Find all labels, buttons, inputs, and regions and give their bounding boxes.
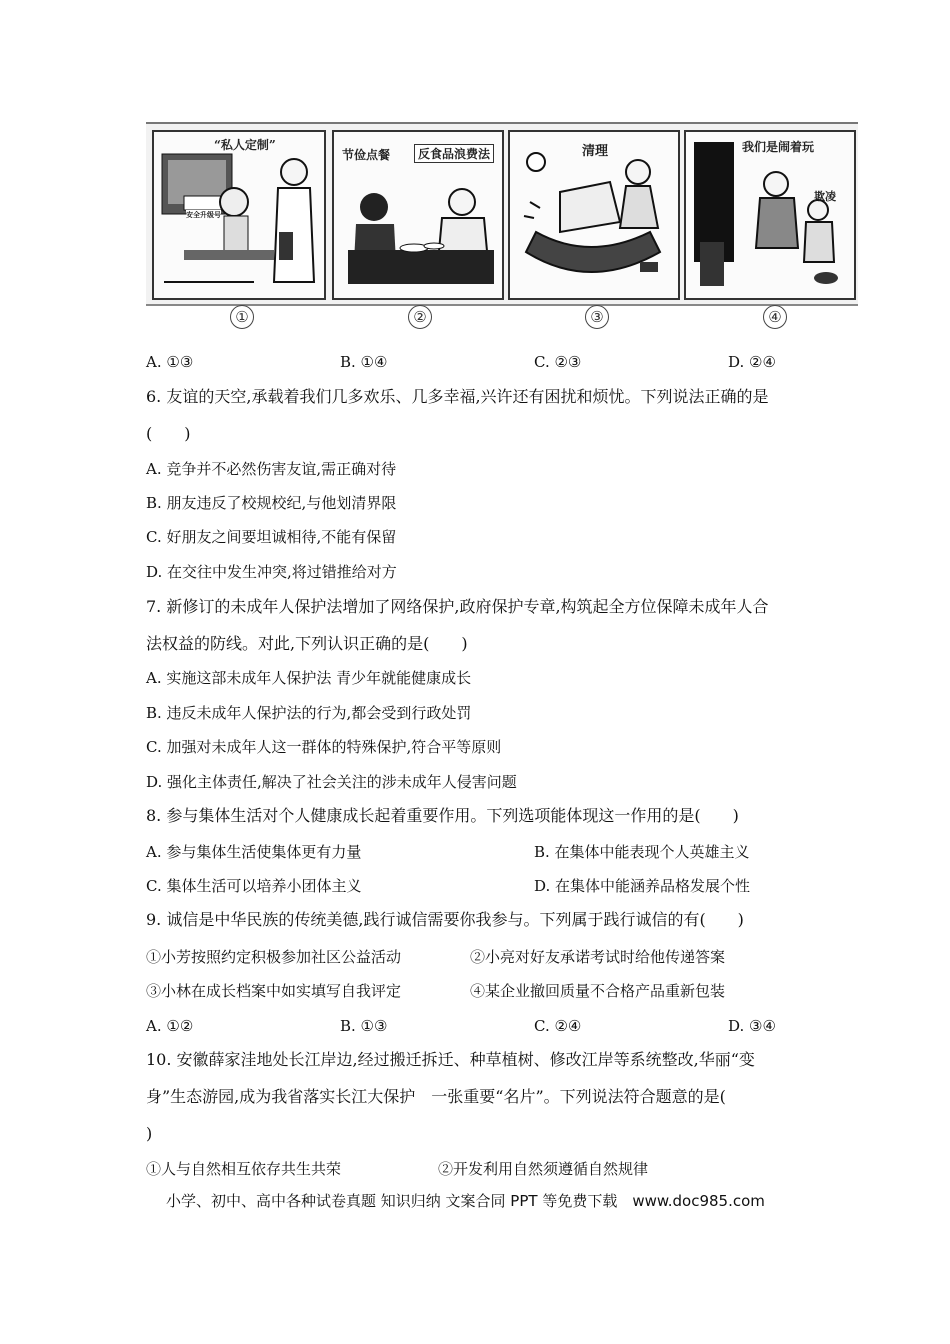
q6-stem-cont: ( ) <box>146 424 191 443</box>
q7-stem: 7. 新修订的未成年人保护法增加了网络保护,政府保护专章,构筑起全方位保障未成年人合 <box>146 597 769 616</box>
panel-2-sign: 反食品浪费法 <box>414 144 494 163</box>
q10-item-1: ①人与自然相互依存共生共荣 <box>146 1160 342 1178</box>
q6-option-c: C. 好朋友之间要坦诚相待,不能有保留 <box>146 528 397 546</box>
cartoon-panel-2 <box>332 130 504 300</box>
panel-1-title: “私人定制” <box>214 138 276 152</box>
panel-2-title: 节俭点餐 <box>342 148 391 162</box>
q7-option-c: C. 加强对未成年人这一群体的特殊保护,符合平等原则 <box>146 738 502 756</box>
q8-option-a: A. 参与集体生活使集体更有力量 <box>146 843 362 861</box>
q7-option-b: B. 违反未成年人保护法的行为,都会受到行政处罚 <box>146 704 472 722</box>
cartoon-panel-4 <box>684 130 856 300</box>
q9-item-1: ①小芳按照约定积极参加社区公益活动 <box>146 948 402 966</box>
q5-option-d: D. ②④ <box>728 353 776 371</box>
q9-option-a: A. ①② <box>146 1017 194 1035</box>
q7-option-a: A. 实施这部未成年人保护法 青少年就能健康成长 <box>146 669 472 687</box>
panel-4-title: 我们是闹着玩 <box>742 140 815 154</box>
q7-stem-cont: 法权益的防线。对此,下列认识正确的是( ) <box>146 634 468 653</box>
q9-option-b: B. ①③ <box>340 1017 388 1035</box>
cartoon-drawing-4 <box>686 132 854 298</box>
q9-item-3: ③小林在成长档案中如实填写自我评定 <box>146 982 402 1000</box>
cartoon-panel-1 <box>152 130 326 300</box>
q6-stem: 6. 友谊的天空,承载着我们几多欢乐、几多幸福,兴许还有困扰和烦忧。下列说法正确的是 <box>146 387 769 406</box>
q6-option-a: A. 竞争并不必然伤害友谊,需正确对待 <box>146 460 397 478</box>
q9-item-4: ④某企业撤回质量不合格产品重新包装 <box>470 982 726 1000</box>
q10-stem: 10. 安徽薛家洼地处长江岸边,经过搬迁拆迁、种草植树、修改江岸等系统整改,华丽“变 <box>146 1050 755 1069</box>
panel-1-sign: 安全升级号 <box>186 210 221 219</box>
panel-3-title: 清理 <box>582 144 609 159</box>
q8-option-b: B. 在集体中能表现个人英雄主义 <box>534 843 750 861</box>
q9-option-c: C. ②④ <box>534 1017 582 1035</box>
panel-number-4: ④ <box>763 305 787 329</box>
q10-stem-cont: 身”生态游园,成为我省落实长江大保护 一张重要“名片”。下列说法符合题意的是( <box>146 1087 726 1106</box>
cartoon-drawing-1 <box>154 132 324 298</box>
panel-number-1: ① <box>230 305 254 329</box>
q6-option-d: D. 在交往中发生冲突,将过错推给对方 <box>146 563 397 581</box>
q9-stem: 9. 诚信是中华民族的传统美德,践行诚信需要你我参与。下列属于践行诚信的有( ) <box>146 910 744 929</box>
panel-4-side-text: 欺凌 <box>814 190 836 203</box>
q7-option-d: D. 强化主体责任,解决了社会关注的涉未成年人侵害问题 <box>146 773 517 791</box>
panel-number-2: ② <box>408 305 432 329</box>
panel-number-3: ③ <box>585 305 609 329</box>
q8-option-d: D. 在集体中能涵养品格发展个性 <box>534 877 751 895</box>
cartoon-strip <box>146 122 858 306</box>
page-footer: 小学、初中、高中各种试卷真题 知识归纳 文案合同 PPT 等免费下载 www.doc985.com <box>166 1192 765 1210</box>
q5-option-c: C. ②③ <box>534 353 582 371</box>
q10-stem-end: ) <box>146 1124 153 1143</box>
q8-option-c: C. 集体生活可以培养小团体主义 <box>146 877 362 895</box>
q5-option-b: B. ①④ <box>340 353 388 371</box>
q5-option-a: A. ①③ <box>146 353 194 371</box>
cartoon-panel-3 <box>508 130 680 300</box>
q10-item-2: ②开发利用自然须遵循自然规律 <box>438 1160 649 1178</box>
q9-item-2: ②小亮对好友承诺考试时给他传递答案 <box>470 948 726 966</box>
q6-option-b: B. 朋友违反了校规校纪,与他划清界限 <box>146 494 397 512</box>
q8-stem: 8. 参与集体生活对个人健康成长起着重要作用。下列选项能体现这一作用的是( ) <box>146 806 739 825</box>
q9-option-d: D. ③④ <box>728 1017 776 1035</box>
